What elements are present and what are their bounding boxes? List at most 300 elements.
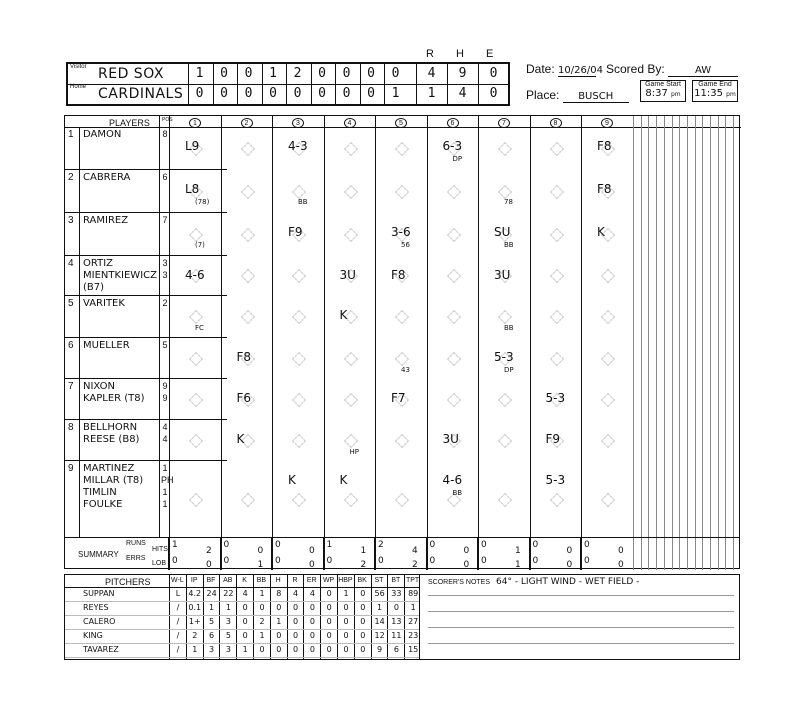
pitching-stat: 4: [293, 589, 299, 598]
diamond-guide: [395, 141, 409, 155]
pitching-stat: 0: [360, 645, 366, 654]
pitching-stat: 0: [343, 631, 349, 640]
play-notation: 3U: [339, 268, 356, 282]
stat-column-divider: [672, 116, 673, 570]
visitor-inning-score: 0: [213, 64, 235, 84]
summary-runs: 0: [481, 540, 487, 550]
pitching-stat: 3: [225, 645, 231, 654]
summary-divider: [426, 538, 427, 570]
visitor-r-total: 4: [416, 64, 446, 84]
diamond-guide: [549, 492, 563, 506]
scored-by-field: [606, 62, 738, 77]
summary-lob: 0: [206, 560, 212, 570]
stat-column-divider: [733, 116, 734, 570]
summary-runs: 0: [584, 540, 590, 550]
batting-order-number: 2: [68, 172, 74, 183]
note-line: [428, 627, 734, 628]
summary-hits: 0: [257, 546, 264, 556]
pitching-stat: 0: [293, 631, 299, 640]
summary-lob-label: LOB: [152, 560, 167, 567]
game-end-pm: pm: [726, 91, 736, 98]
diamond-guide: [292, 433, 306, 447]
inning-number: 8: [550, 118, 562, 128]
pitching-row-divider: [65, 629, 419, 630]
diamond-guide: [343, 351, 357, 365]
diamond-guide: [292, 492, 306, 506]
pitching-row-divider: [65, 615, 419, 616]
diamond-guide: [240, 227, 254, 241]
pitcher-name: CALERO: [83, 617, 116, 626]
batting-order-number: 5: [68, 298, 74, 309]
summary-divider: [374, 538, 375, 570]
pitching-stat: 6: [393, 645, 399, 654]
diamond-guide: [292, 310, 306, 324]
diamond-guide: [343, 433, 357, 447]
diamond-guide: [498, 310, 512, 324]
inning-column-divider: [272, 116, 273, 570]
player-position: 2: [162, 298, 168, 308]
pitching-stat: 4: [242, 589, 248, 598]
summary-errs: 0: [275, 556, 281, 566]
player-name: MUELLER: [83, 340, 130, 351]
pitching-stat: 0: [242, 603, 248, 612]
game-start-label: Game Start: [645, 81, 681, 88]
notes-label: SCORER'S NOTES: [428, 579, 491, 586]
summary-lob: 2: [360, 560, 367, 570]
diamond-guide: [240, 184, 254, 198]
summary-runs: 0: [275, 540, 281, 550]
rhe-header-r: R: [426, 48, 434, 60]
play-notation: F7: [391, 391, 406, 405]
pitching-stat: 1: [225, 603, 231, 612]
pitching-stat: 3: [209, 645, 215, 654]
home-e-total: 0: [478, 84, 508, 104]
summary-divider: [271, 538, 272, 570]
batting-order-number: 3: [68, 215, 74, 226]
play-notation: F8: [236, 350, 252, 364]
inning-number: 7: [498, 118, 510, 128]
player-name: KAPLER (T8): [83, 393, 145, 404]
play-notation: 5-3: [494, 350, 514, 364]
visitor-team-name: RED SOX: [98, 66, 164, 82]
pitching-stat: 22: [223, 589, 234, 598]
scored-by-value: AW: [668, 65, 738, 77]
diamond-guide: [446, 351, 460, 365]
home-inning-score: 0: [213, 84, 235, 104]
summary-runs: 0: [223, 540, 230, 550]
pitching-stat: 27: [408, 617, 419, 626]
home-inning-score: 0: [360, 84, 382, 104]
linescore-box: [66, 62, 510, 106]
stat-column-divider: [702, 116, 703, 570]
pitching-stat: 1: [410, 603, 416, 612]
summary-errs: 0: [532, 556, 539, 566]
diamond-guide: [240, 269, 254, 283]
player-position: 7: [162, 215, 168, 225]
notes-text: 64° - LIGHT WIND - WET FIELD -: [496, 577, 640, 587]
summary-errs: 0: [378, 556, 384, 566]
diamond-guide: [549, 310, 563, 324]
pitching-table: [64, 574, 420, 660]
pitching-stat: 0: [360, 589, 366, 598]
pitching-stat: 1: [343, 589, 349, 598]
pitching-stat: 0.1: [188, 603, 202, 612]
date-value: 10/26/04: [558, 65, 603, 76]
pitching-stat: 0: [293, 617, 299, 626]
pitching-stat: 1: [209, 603, 215, 612]
pitcher-name: REYES: [83, 603, 109, 612]
summary-hits: 0: [618, 546, 624, 556]
pitching-stat: 6: [209, 631, 215, 640]
pitching-stat: 2: [259, 617, 265, 626]
summary-errs: 0: [172, 556, 178, 566]
player-position: 3: [162, 270, 168, 280]
batting-order-number: 6: [68, 340, 74, 351]
game-start-box: [640, 80, 686, 102]
player-position: 3: [162, 258, 168, 268]
play-notation: F8: [597, 182, 612, 196]
pitching-column-header: BB: [256, 577, 267, 584]
diamond-guide: [446, 269, 460, 283]
play-notation: DP: [504, 366, 514, 374]
pitching-stat: 0: [360, 603, 366, 612]
play-notation: HP: [349, 448, 359, 456]
place-label: Place:: [526, 88, 560, 102]
stat-column-divider: [648, 116, 649, 570]
player-name: MIENTKIEWICZ: [83, 270, 157, 281]
pitching-stat: 14: [374, 617, 385, 626]
diamond-guide: [446, 227, 460, 241]
home-h-total: 4: [447, 84, 477, 104]
summary-row: [64, 537, 740, 569]
pitchers-header: PITCHERS: [105, 577, 151, 587]
play-notation: 3U: [442, 432, 459, 446]
pitching-stat: 9: [377, 645, 383, 654]
play-notation: F8: [597, 139, 612, 153]
summary-divider: [477, 538, 478, 570]
home-inning-score: 0: [286, 84, 308, 104]
summary-runs: 0: [429, 540, 436, 550]
play-notation: BB: [504, 241, 514, 249]
diamond-guide: [343, 141, 357, 155]
summary-divider: [168, 538, 169, 570]
batting-order-number: 1: [68, 129, 74, 140]
pitching-column-header: HBP: [338, 577, 353, 584]
rhe-header-h: H: [456, 48, 464, 60]
pitcher-name: TAVAREZ: [83, 645, 119, 654]
pitching-stat: 0: [326, 617, 332, 626]
visitor-inning-score: 0: [237, 64, 259, 84]
pitching-stat: 0: [242, 631, 248, 640]
inning-number: 2: [241, 118, 253, 128]
game-end-label: Game End: [698, 81, 732, 88]
summary-runs: 1: [172, 540, 178, 550]
scorers-notes: [420, 574, 740, 660]
player-position: 9: [162, 393, 168, 403]
game-end-box: [692, 80, 738, 102]
player-position: 5: [162, 340, 168, 350]
summary-runs: 0: [532, 540, 539, 550]
pitching-column-header: WP: [322, 577, 335, 584]
batting-order-number: 8: [68, 422, 74, 433]
pitching-stat: 1+: [188, 617, 201, 626]
pitching-column-header: AB: [223, 577, 233, 584]
diamond-guide: [601, 351, 615, 365]
play-notation: K: [339, 473, 348, 487]
pitching-stat: 0: [259, 645, 265, 654]
inning-number: 5: [395, 118, 407, 128]
scored-by-label: Scored By:: [606, 62, 665, 76]
play-notation: BB: [504, 324, 514, 332]
summary-runs: 2: [378, 540, 384, 550]
player-position: 8: [162, 129, 168, 139]
diamond-guide: [446, 392, 460, 406]
home-team-name: CARDINALS: [98, 86, 184, 102]
player-name: VARITEK: [83, 298, 125, 309]
summary-hits-label: HITS: [152, 546, 168, 553]
diamond-guide: [343, 492, 357, 506]
pitching-stat: 13: [391, 617, 402, 626]
visitor-inning-score: 0: [360, 64, 382, 84]
stat-column-divider: [687, 116, 688, 570]
play-notation: 4-3: [288, 139, 308, 153]
pitching-column-header: BF: [206, 577, 216, 584]
diamond-guide: [292, 184, 306, 198]
home-inning-score: 0: [237, 84, 259, 104]
pitching-stat: 0: [326, 645, 332, 654]
inning-number: 6: [447, 118, 459, 128]
rhe-header-e: E: [486, 48, 494, 60]
diamond-guide: [240, 141, 254, 155]
summary-divider: [580, 538, 581, 570]
player-name: FOULKE: [83, 499, 123, 510]
visitor-inning-score: 1: [262, 64, 284, 84]
pitching-stat: 4: [309, 589, 315, 598]
diamond-guide: [549, 184, 563, 198]
date-field: [526, 62, 603, 77]
visitor-inning-score: 0: [384, 64, 406, 84]
diamond-guide: [292, 392, 306, 406]
pitching-stat: 12: [374, 631, 385, 640]
inning-column-divider: [478, 116, 479, 570]
visitor-inning-score: 1: [188, 64, 210, 84]
pitching-stat: 0: [293, 603, 299, 612]
pitching-stat: 0: [293, 645, 299, 654]
stat-column-divider: [710, 116, 711, 570]
summary-hits: 1: [360, 546, 367, 556]
pitching-stat: 23: [408, 631, 419, 640]
player-position: 1: [162, 487, 168, 497]
pitching-stat: 0: [326, 603, 332, 612]
pitching-stat: 0: [343, 617, 349, 626]
summary-errs: 0: [429, 556, 436, 566]
pitching-stat: 1: [242, 645, 248, 654]
diamond-guide: [240, 310, 254, 324]
pitching-stat: 2: [192, 631, 198, 640]
play-notation: K: [236, 432, 245, 446]
pitcher-name: KING: [83, 631, 103, 640]
inning-number: 9: [601, 118, 613, 128]
stat-column-divider: [641, 116, 642, 570]
diamond-guide: [343, 227, 357, 241]
summary-hits: 2: [206, 546, 212, 556]
diamond-guide: [343, 184, 357, 198]
pitching-stat: 1: [259, 589, 265, 598]
pitching-stat: 89: [408, 589, 419, 598]
play-notation: 43: [401, 366, 410, 374]
pitching-stat: 24: [206, 589, 217, 598]
pitching-stat: L: [175, 589, 181, 598]
diamond-guide: [601, 492, 615, 506]
pitching-stat: 11: [391, 631, 402, 640]
play-notation: BB: [298, 198, 308, 206]
summary-runs: 1: [326, 540, 333, 550]
play-notation: K: [339, 308, 348, 322]
summary-runs-label: RUNS: [126, 540, 146, 547]
player-position: 1: [162, 499, 168, 509]
diamond-guide: [446, 310, 460, 324]
pitching-stat: /: [176, 631, 180, 640]
summary-hits: 0: [309, 546, 315, 556]
play-notation: (7): [195, 241, 205, 249]
diamond-guide: [292, 269, 306, 283]
play-notation: 56: [401, 241, 410, 249]
pitcher-name: SUPPAN: [83, 589, 115, 598]
pitching-column-header: K: [242, 577, 247, 584]
note-line: [428, 643, 734, 644]
pitching-column-header: TPT: [405, 577, 420, 584]
visitor-inning-score: 0: [335, 64, 357, 84]
player-name: REESE (B8): [83, 434, 140, 445]
player-position: 9: [162, 381, 168, 391]
diamond-guide: [498, 433, 512, 447]
summary-lob: 1: [515, 560, 521, 570]
pitching-header-divider: [65, 587, 419, 588]
pitching-stat: 1: [259, 631, 265, 640]
play-notation: K: [288, 473, 296, 487]
play-notation: F9: [545, 432, 561, 446]
pitching-stat: 0: [360, 631, 366, 640]
diamond-guide: [549, 227, 563, 241]
stat-column-divider: [633, 116, 634, 570]
pitching-column-header: BK: [357, 577, 367, 584]
summary-lob: 0: [463, 560, 470, 570]
diamond-guide: [395, 492, 409, 506]
summary-divider: [529, 538, 530, 570]
pitching-stat: 3: [225, 617, 231, 626]
diamond-guide: [292, 351, 306, 365]
date-label: Date:: [526, 62, 555, 76]
scorecard-grid: [64, 115, 740, 569]
game-start-value: 8:37: [645, 88, 668, 99]
pitching-stat: 0: [343, 603, 349, 612]
player-position: 6: [162, 172, 168, 182]
home-tag: Home: [70, 84, 87, 90]
player-name: (B7): [83, 282, 105, 293]
player-position: 1: [162, 463, 168, 473]
summary-hits: 0: [463, 546, 470, 556]
diamond-guide: [498, 392, 512, 406]
visitor-h-total: 9: [447, 64, 477, 84]
summary-divider: [323, 538, 324, 570]
summary-hits: 4: [412, 546, 418, 556]
summary-label: SUMMARY: [78, 550, 119, 559]
pitching-column-header: W-L: [171, 577, 184, 584]
play-notation: L9: [185, 139, 200, 153]
home-inning-score: 1: [384, 84, 406, 104]
diamond-guide: [395, 351, 409, 365]
stat-column-divider: [679, 116, 680, 570]
batting-order-number: 4: [68, 258, 74, 269]
play-notation: 5-3: [545, 473, 566, 487]
diamond-guide: [446, 184, 460, 198]
play-notation: 3U: [494, 268, 511, 282]
play-notation: F9: [288, 225, 303, 239]
summary-errs-label: ERRS: [126, 555, 146, 562]
player-name: TIMLIN: [83, 487, 117, 498]
play-notation: 78: [504, 198, 513, 206]
home-inning-score: 0: [188, 84, 210, 104]
player-position: PH: [161, 475, 174, 485]
diamond-guide: [343, 392, 357, 406]
pitching-stat: /: [176, 603, 180, 612]
diamond-guide: [601, 269, 615, 283]
stat-column-divider: [695, 116, 696, 570]
diamond-guide: [395, 433, 409, 447]
play-notation: FC: [195, 324, 204, 332]
pitching-stat: 56: [374, 589, 385, 598]
play-notation: F8: [391, 268, 406, 282]
player-name: CABRERA: [83, 172, 131, 183]
pitching-row-divider: [65, 657, 419, 658]
pitching-stat: 5: [225, 631, 231, 640]
summary-errs: 0: [223, 556, 230, 566]
pos-header: POS: [162, 117, 173, 123]
inning-number: 4: [344, 118, 356, 128]
play-notation: DP: [452, 155, 463, 163]
summary-errs: 0: [481, 556, 487, 566]
note-line: [428, 611, 734, 612]
batting-order-number: 9: [68, 463, 74, 474]
pitching-stat: 15: [408, 645, 419, 654]
summary-lob: 0: [566, 560, 573, 570]
pitching-column-header: ST: [374, 577, 384, 584]
play-notation: 5-3: [545, 391, 566, 405]
pitching-column-header: IP: [190, 577, 198, 584]
inning-column-divider: [221, 116, 222, 570]
diamond-guide: [549, 141, 563, 155]
pitching-stat: 5: [209, 617, 215, 626]
stat-column-divider: [664, 116, 665, 570]
play-notation: F6: [236, 391, 252, 405]
summary-lob: 2: [412, 560, 418, 570]
game-start-pm: pm: [671, 91, 681, 98]
diamond-guide: [498, 184, 512, 198]
home-r-total: 1: [416, 84, 446, 104]
inning-column-divider: [324, 116, 325, 570]
pitching-stat: 0: [276, 631, 282, 640]
pitching-stat: 0: [326, 589, 332, 598]
inning-column-divider: [375, 116, 376, 570]
player-name: NIXON: [83, 381, 115, 392]
diamond-guide: [395, 184, 409, 198]
pitching-stat: 0: [242, 617, 248, 626]
player-name: BELLHORN: [83, 422, 138, 433]
play-notation: K: [597, 225, 605, 239]
summary-errs: 0: [326, 556, 333, 566]
play-notation: SU: [494, 225, 511, 239]
player-name: DAMON: [83, 129, 122, 140]
